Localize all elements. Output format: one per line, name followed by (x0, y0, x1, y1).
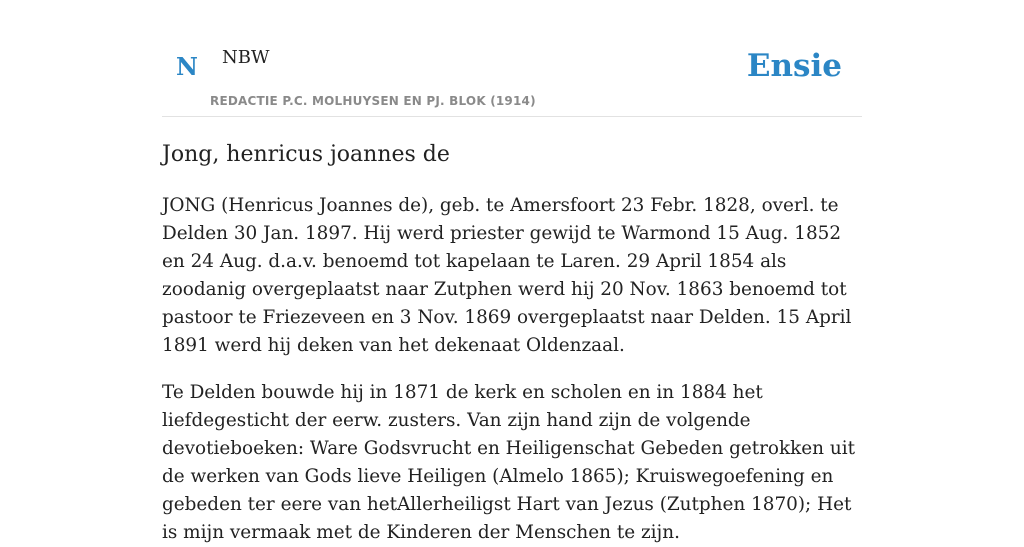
brand-logo[interactable]: Ensie (746, 48, 842, 84)
article (162, 140, 862, 547)
source-subtitle: REDACTIE P.C. MOLHUYSEN EN PJ. BLOK (1914) (210, 94, 536, 108)
source-header (162, 0, 862, 117)
article-paragraph: Te Delden bouwde hij in 1871 de kerk en scholen en in 1884 het liefdegesticht der eerw. zusters. Van zijn hand zijn de volgende devotieboeken: Ware Godsvrucht en Heiligenschat Gebeden getrokken uit de werken van Gods lieve Heiligen (Almelo 1865); Kruiswegoefening en gebeden ter eere van hetAllerheiligst Hart van Jezus (Zutphen 1870); Het is mijn vermaak met de Kinderen der Menschen te zijn. (162, 382, 855, 543)
article-paragraph: JONG (Henricus Joannes de), geb. te Amersfoort 23 Febr. 1828, overl. te Delden 30 Jan. 1897. Hij werd priester gewijd te Warmond 15 Aug. 1852 en 24 Aug. d.a.v. benoemd tot kapelaan te Laren. 29 April 1854 als zoodanig overgeplaatst naar Zutphen werd hij 20 Nov. 1863 benoemd tot pastoor te Friezeveen en 3 Nov. 1869 overgeplaatst naar Delden. 15 April 1891 werd hij deken van het dekenaat Oldenzaal. (162, 195, 852, 356)
source-logo[interactable]: N (176, 52, 198, 81)
article-title: Jong, henricus joannes de (162, 142, 450, 167)
source-name[interactable]: NBW (222, 47, 270, 68)
